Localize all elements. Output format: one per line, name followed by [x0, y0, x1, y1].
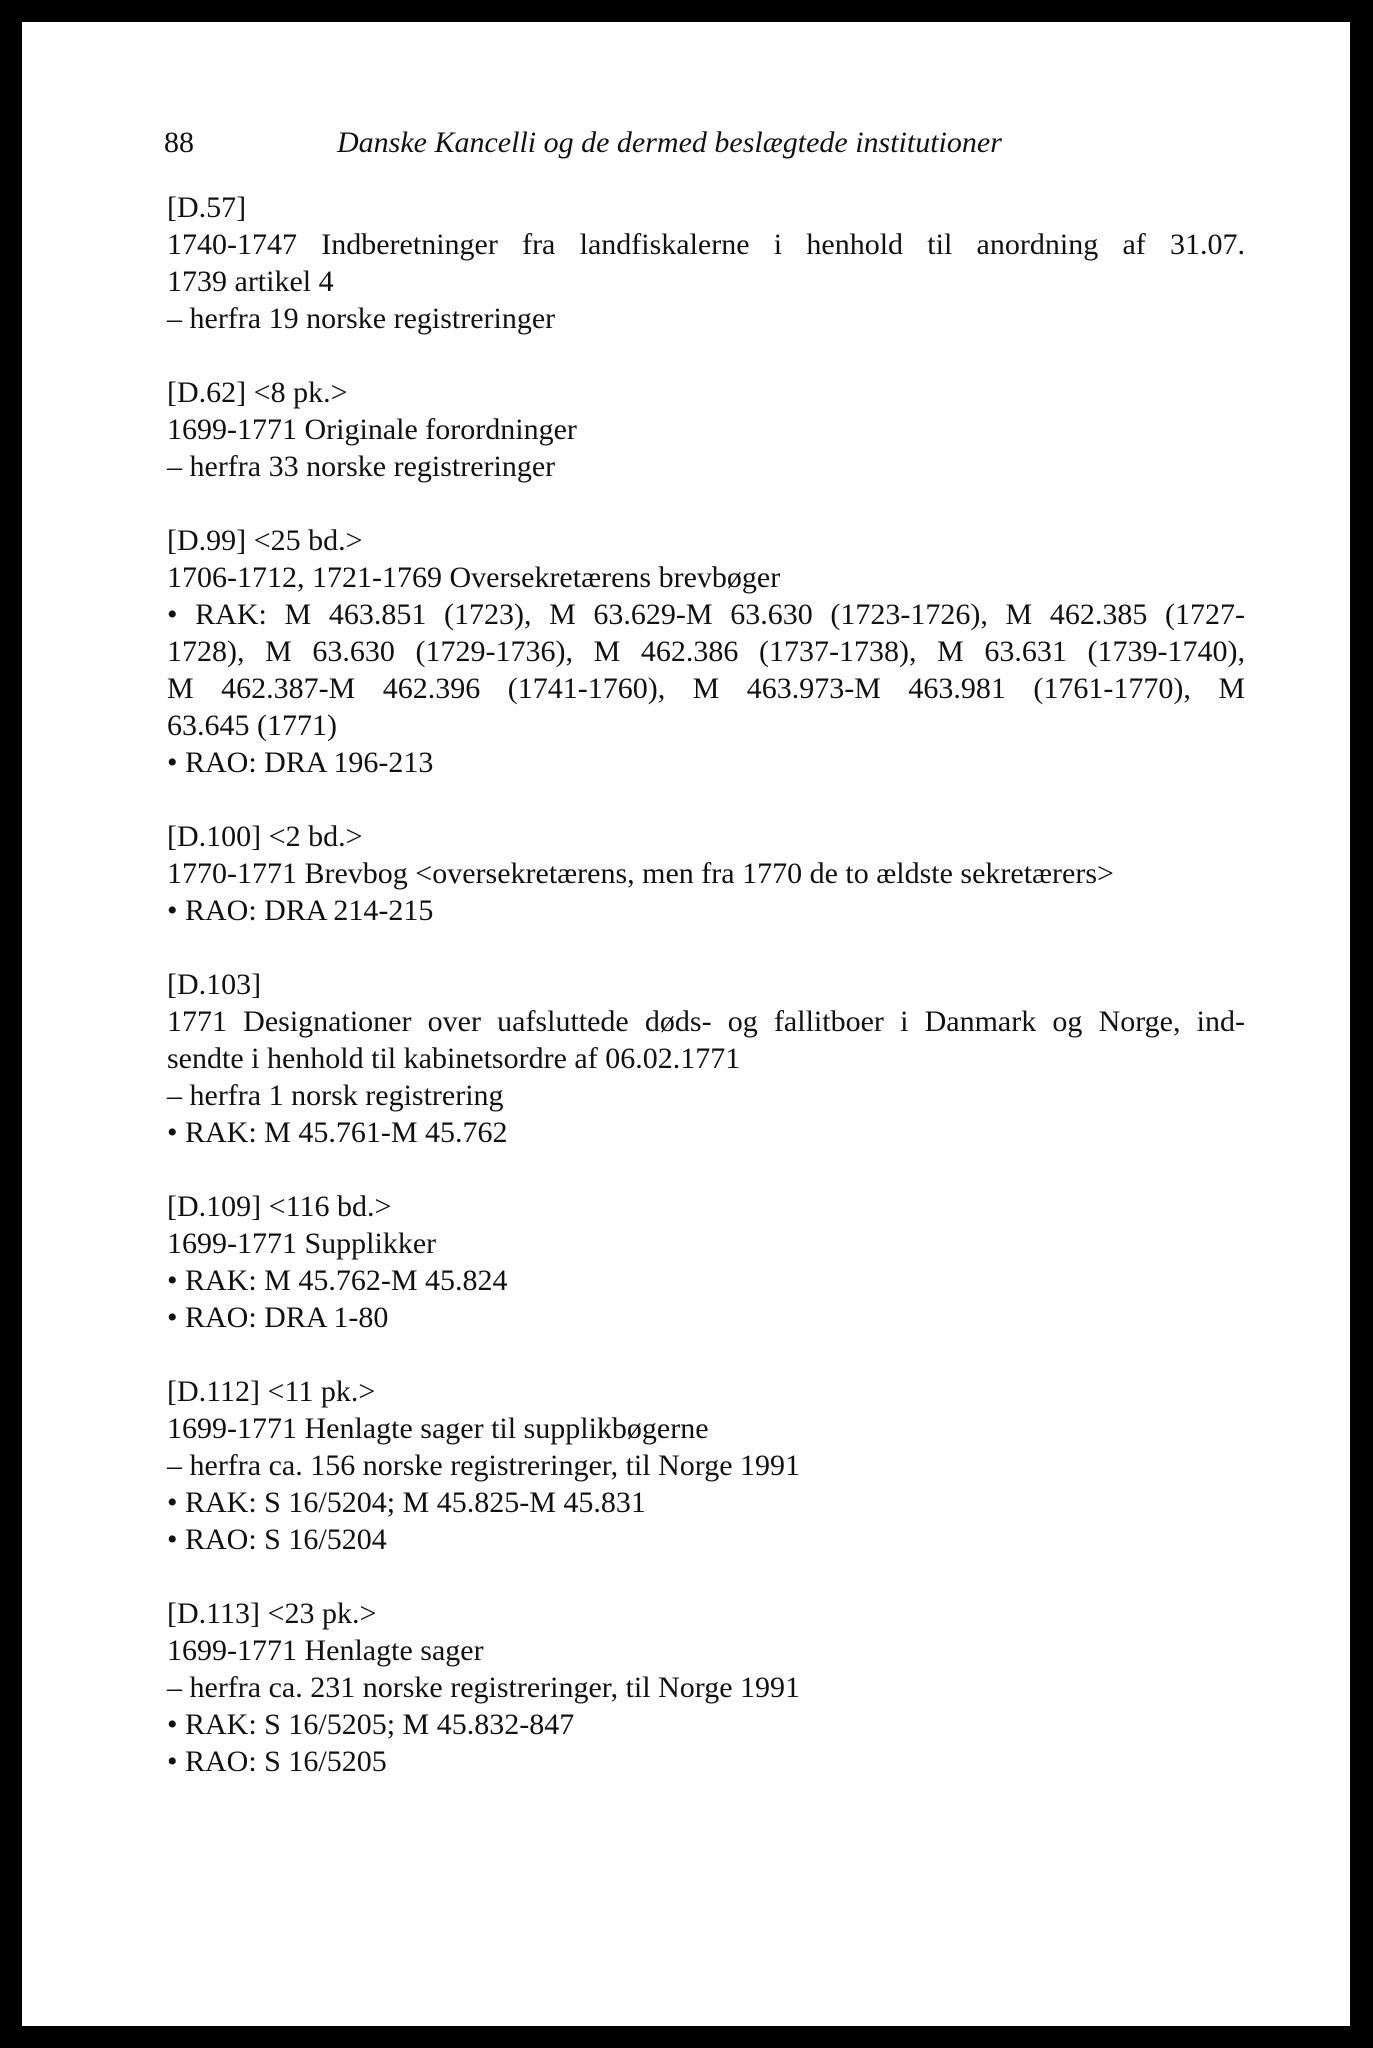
entry-rak: • RAK: S 16/5205; M 45.832-847 [167, 1708, 575, 1741]
entry-note: – herfra 33 norske registreringer [167, 450, 556, 483]
entry-reference: [D.57] [167, 191, 247, 224]
entry-description: 1770-1771 Brevbog <oversekretærens, men fra 1770 de to ældste sekretærers> [167, 857, 1114, 890]
entry-note: – herfra 1 norsk registrering [167, 1079, 504, 1112]
entry-description: 1699-1771 Henlagte sager [167, 1634, 484, 1667]
entry-description: 1740-1747 Indberetninger fra landfiskalerne i henhold til anordning af 31.07. [167, 228, 1245, 261]
entry-rak: • RAK: M 463.851 (1723), M 63.629-M 63.630 (1723-1726), M 462.385 (1727- [167, 598, 1245, 631]
entry-rao: • RAO: S 16/5204 [167, 1523, 387, 1556]
entry-reference: [D.99] <25 bd.> [167, 524, 363, 557]
archive-entry-d109 [167, 1188, 1245, 1336]
entry-description: 1771 Designationer over uafsluttede døds- og fallitboer i Danmark og Norge, ind- [167, 1005, 1245, 1038]
archive-entry-d99 [167, 522, 1245, 781]
archive-entry-d103 [167, 966, 1245, 1151]
archive-entry-d100 [167, 818, 1245, 929]
entry-rak: 1728), M 63.630 (1729-1736), M 462.386 (1737-1738), M 63.631 (1739-1740), [167, 635, 1245, 668]
entry-reference: [D.62] <8 pk.> [167, 376, 348, 409]
document-body [167, 189, 1245, 1817]
entry-note: – herfra ca. 156 norske registreringer, til Norge 1991 [167, 1449, 801, 1482]
entry-rak: 63.645 (1771) [167, 709, 337, 742]
entry-rao: • RAO: DRA 1-80 [167, 1301, 389, 1334]
entry-description: 1739 artikel 4 [167, 265, 334, 298]
entry-reference: [D.113] <23 pk.> [167, 1597, 377, 1630]
entry-rak: • RAK: M 45.762-M 45.824 [167, 1264, 508, 1297]
archive-entry-d62 [167, 374, 1245, 485]
entry-note: – herfra 19 norske registreringer [167, 302, 556, 335]
archive-entry-d112 [167, 1373, 1245, 1558]
entry-note: – herfra ca. 231 norske registreringer, til Norge 1991 [167, 1671, 801, 1704]
entry-reference: [D.109] <116 bd.> [167, 1190, 392, 1223]
entry-rao: • RAO: DRA 214-215 [167, 894, 434, 927]
entry-rak: • RAK: M 45.761-M 45.762 [167, 1116, 508, 1149]
entry-reference: [D.100] <2 bd.> [167, 820, 363, 853]
entry-rao: • RAO: DRA 196-213 [167, 746, 434, 779]
entry-description: sendte i henhold til kabinetsordre af 06.02.1771 [167, 1042, 741, 1075]
entry-reference: [D.112] <11 pk.> [167, 1375, 376, 1408]
entry-reference: [D.103] [167, 968, 262, 1001]
entry-rao: • RAO: S 16/5205 [167, 1745, 387, 1778]
entry-rak: M 462.387-M 462.396 (1741-1760), M 463.973-M 463.981 (1761-1770), M [167, 672, 1245, 705]
page-number: 88 [164, 126, 194, 159]
entry-description: 1706-1712, 1721-1769 Oversekretærens brevbøger [167, 561, 781, 594]
entry-rak: • RAK: S 16/5204; M 45.825-M 45.831 [167, 1486, 646, 1519]
archive-entry-d113 [167, 1595, 1245, 1780]
entry-description: 1699-1771 Supplikker [167, 1227, 437, 1260]
entry-description: 1699-1771 Henlagte sager til supplikbøgerne [167, 1412, 709, 1445]
running-title: Danske Kancelli og de dermed beslægtede institutioner [337, 126, 1002, 159]
entry-description: 1699-1771 Originale forordninger [167, 413, 577, 446]
archive-entry-d57 [167, 189, 1245, 337]
